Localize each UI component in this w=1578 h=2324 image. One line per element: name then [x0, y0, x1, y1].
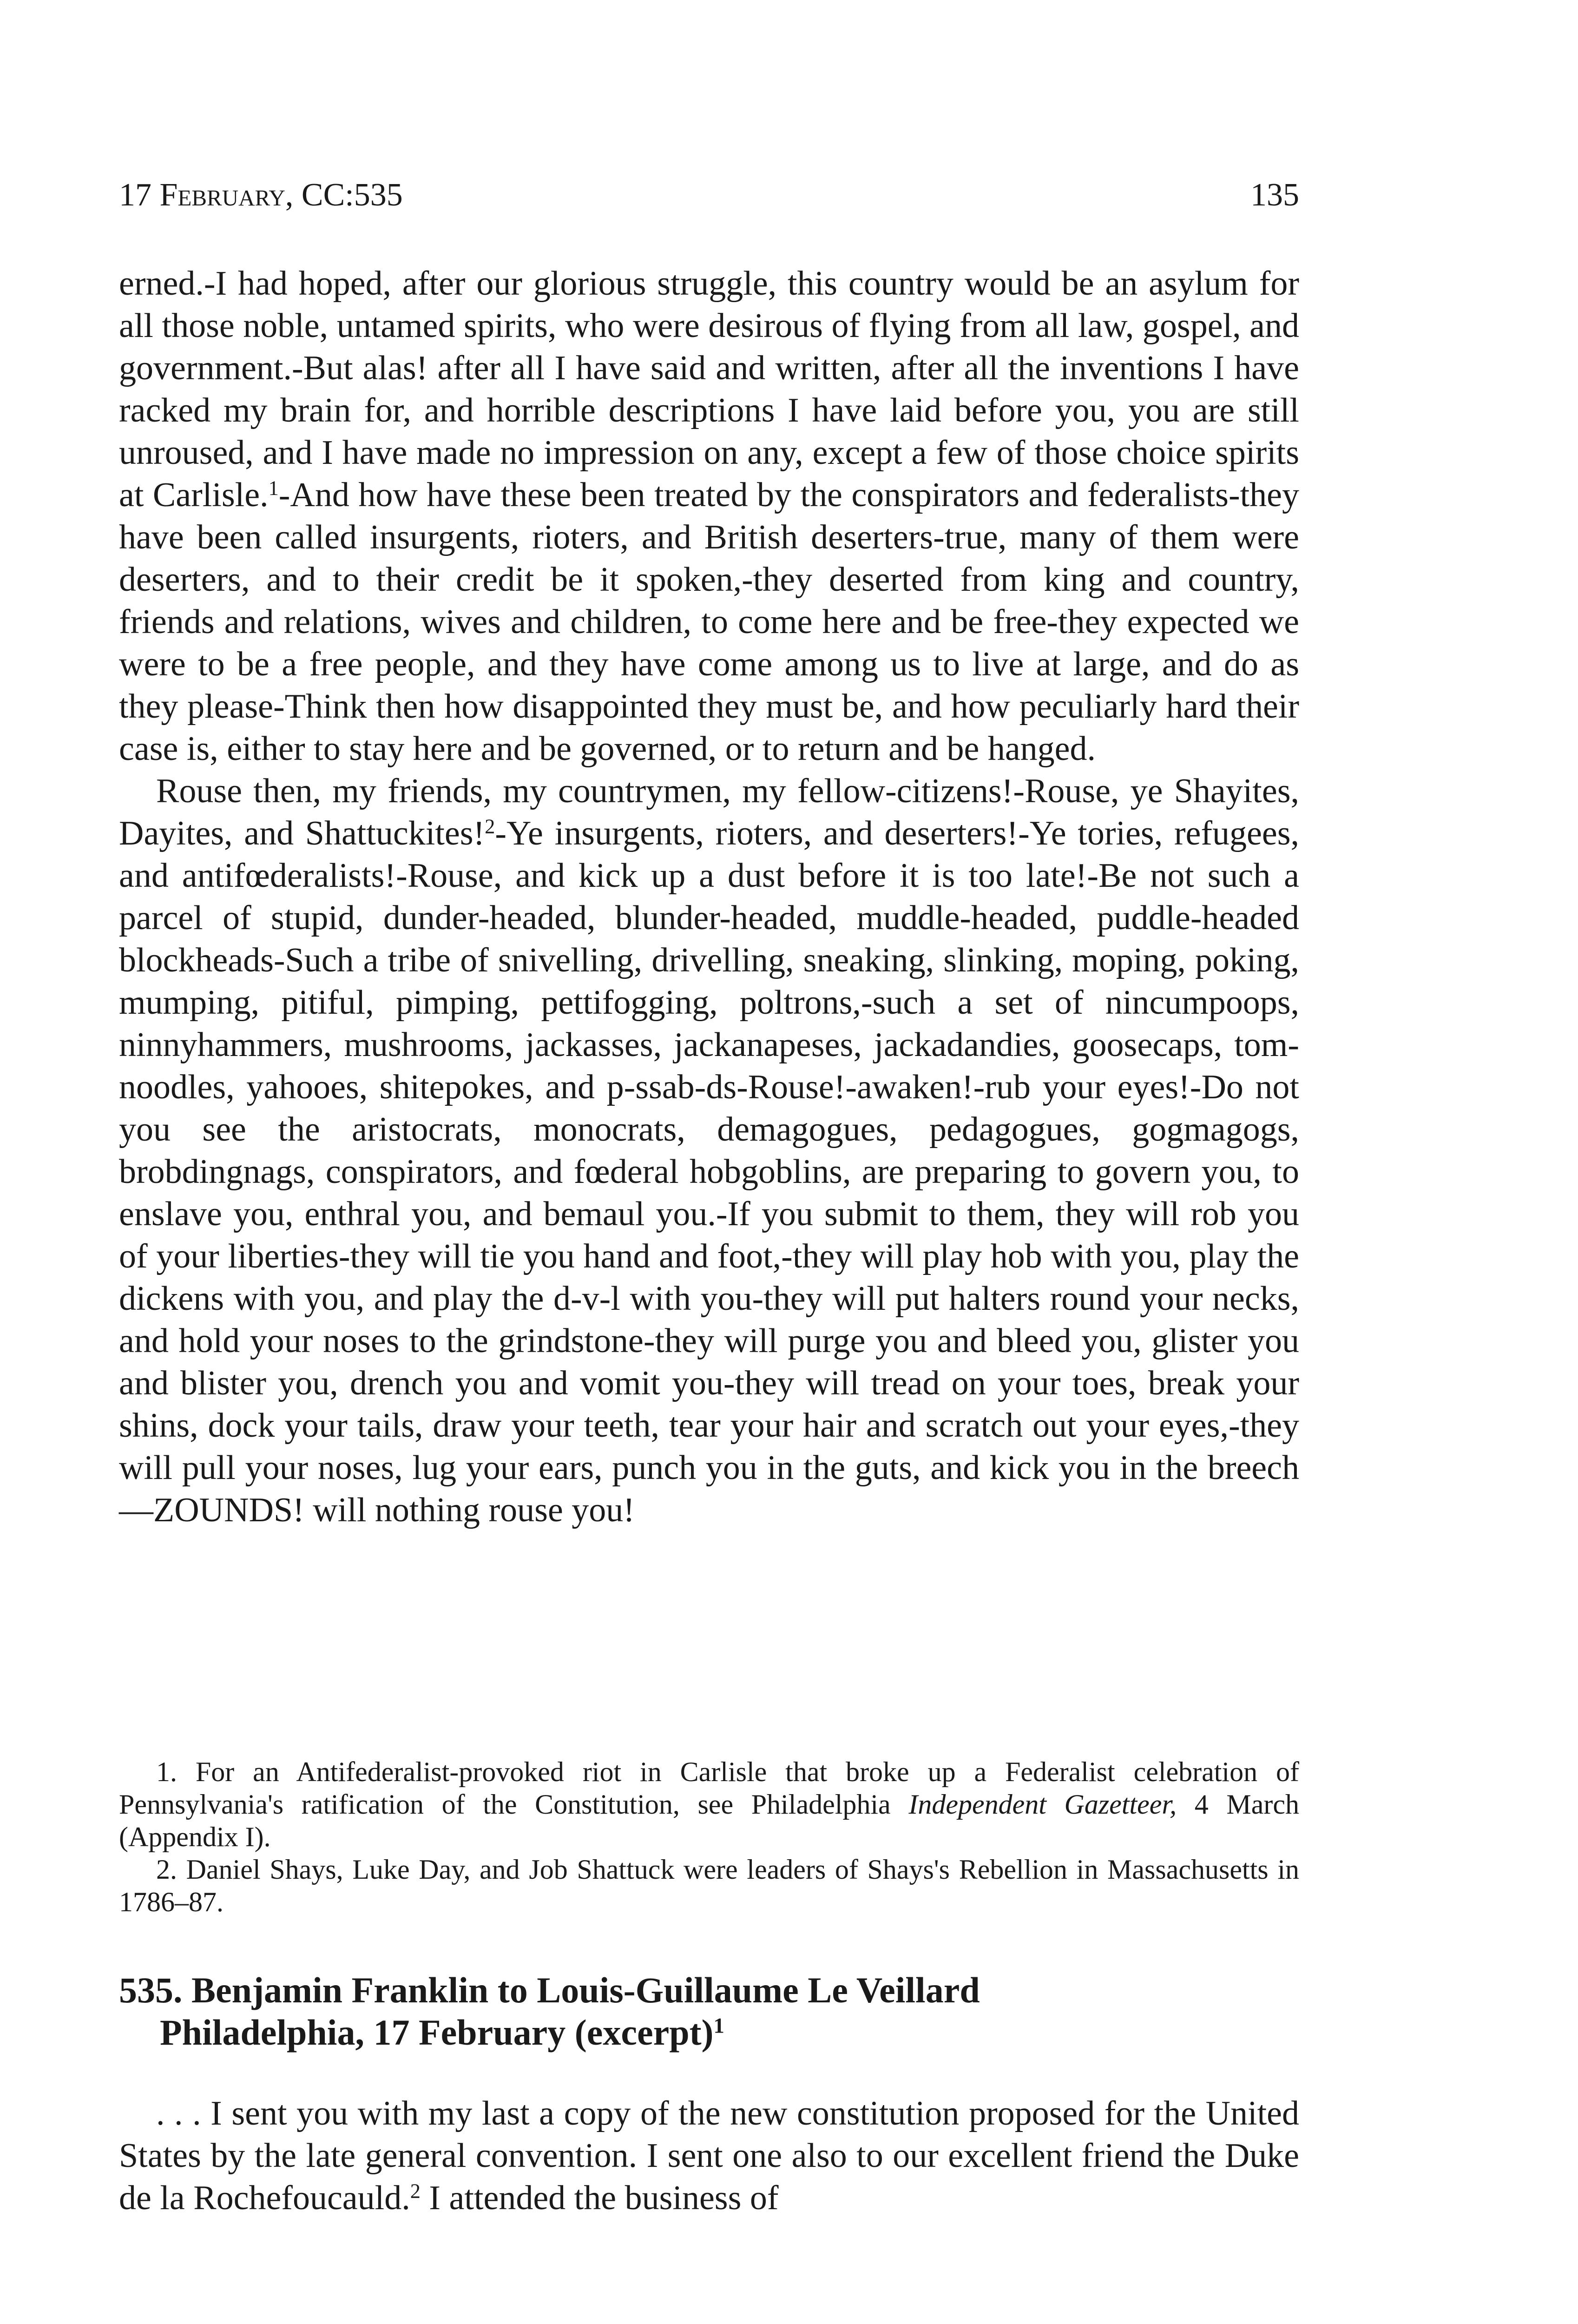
paragraph	[119, 2093, 1299, 2219]
footnote-2: 2. Daniel Shays, Luke Day, and Job Shattuck were leaders of Shays's Rebellion in Massachusetts in 1786–87.	[119, 1854, 1299, 1917]
document-heading-line-2	[119, 2011, 1299, 2053]
paragraph	[119, 263, 1299, 770]
paragraph-text: erned.-I had hoped, after our glorious struggle, this country would be an asylum for all those noble, untamed spirits, who were desirous of flying from all law, gospel, and government.-But alas! after all I have said and written, after all the inventions I have racked my brain for, and horrible descriptions I have laid before you, you are still unroused, and I have made no impression on any, except a few of those choice spirits at Carlisle.	[119, 264, 1299, 514]
paragraph-text: Rouse then, my friends, my countrymen, my fellow-citizens!-Rouse, ye Shayites, Dayites, and Shattuckites!	[119, 772, 1299, 852]
paragraph	[119, 770, 1299, 1532]
paragraph-text: -Ye insurgents, rioters, and deserters!-Ye tories, refugees, and antifœderalists!-Rouse, and kick up a dust before it is too late!-Be not such a parcel of stupid, dunder-headed, blunder-headed, muddle-headed, puddle-headed blockheads-Such a tribe of snivelling, drivelling, sneaking, slinking, moping, poking, mumping, pitiful, pimping, pettifogging, poltrons,-such a set of nincumpoops, ninnyhammers, mushrooms, jackasses, jackanapeses, jackadandies, goosecaps, tom-noodles, yahooes, shitepokes, and p-ssab-ds-Rouse!-awaken!-rub your eyes!-Do not you see the aristocrats, monocrats, demagogues, pedagogues, gogmagogs, brobdingnags, conspirators, and fœderal hobgoblins, are preparing to govern you, to enslave you, enthral you, and bemaul you.-If you submit to them, they will rob you of your liberties-they will tie you hand and foot,-they will play hob with you, play the dickens with you, and play the d-v-l with you-they will put halters round your necks, and hold your noses to the grindstone-they will purge you and bleed you, glister you and blister you, drench you and vomit you-they will tread on your toes, break your shins, dock your tails, draw your teeth, tear your hair and scratch out your eyes,-they will pull your noses, lug your ears, punch you in the guts, and kick you in the breech—ZOUNDS! will nothing rouse you!	[119, 814, 1300, 1529]
footnote-italic-title: Independent Gazetteer,	[908, 1789, 1177, 1820]
document-heading-line-1: 535. Benjamin Franklin to Louis-Guillaume Le Veillard	[119, 1970, 980, 2010]
document-heading	[119, 1969, 1299, 2053]
paragraph-text: . . . I sent you with my last a copy of the new constitution proposed for the United States by the late general convention. I sent one also to our excellent friend the Duke de la Rochefoucauld.	[119, 2094, 1299, 2217]
footnote-1	[119, 1756, 1299, 1853]
header-day: 17	[119, 177, 151, 213]
footnote-text: 1. For an Antifederalist-provoked riot in Carlisle that broke up a Federalist celebration of Pennsylvania's ratification of the Constitution, see Philadelphia	[119, 1756, 1299, 1820]
header-cc-ref: , CC:535	[285, 177, 403, 213]
paragraph-text: I attended the business of	[420, 2179, 779, 2217]
running-header	[119, 177, 1299, 214]
page-number: 135	[1250, 177, 1299, 213]
footnote-marker: 2	[485, 814, 495, 838]
main-text	[119, 263, 1299, 1532]
paragraph-text: -And how have these been treated by the conspirators and federalists-they have been called insurgents, rioters, and British deserters-true, many of them were deserters, and to their credit be it spoken,-they deserted from king and country, friends and relations, wives and children, to come here and be free-they expected we were to be a free people, and they have come among us to live at large, and do as they please-Think then how disappointed they must be, and how peculiarly hard their case is, either to stay here and be governed, or to return and be hanged.	[119, 476, 1299, 768]
excerpt-text	[119, 2093, 1299, 2219]
footnote-text: 4 March (Appendix I).	[119, 1789, 1300, 1852]
document-heading-place-date: Philadelphia, 17 February (excerpt)	[160, 2012, 714, 2053]
footnote-marker: 1	[268, 476, 279, 500]
header-month: February	[159, 177, 285, 213]
header-date-reference	[119, 177, 403, 214]
footnote-marker: 1	[713, 2014, 724, 2038]
footnote-marker: 2	[410, 2179, 421, 2203]
footnotes	[119, 1756, 1299, 1918]
